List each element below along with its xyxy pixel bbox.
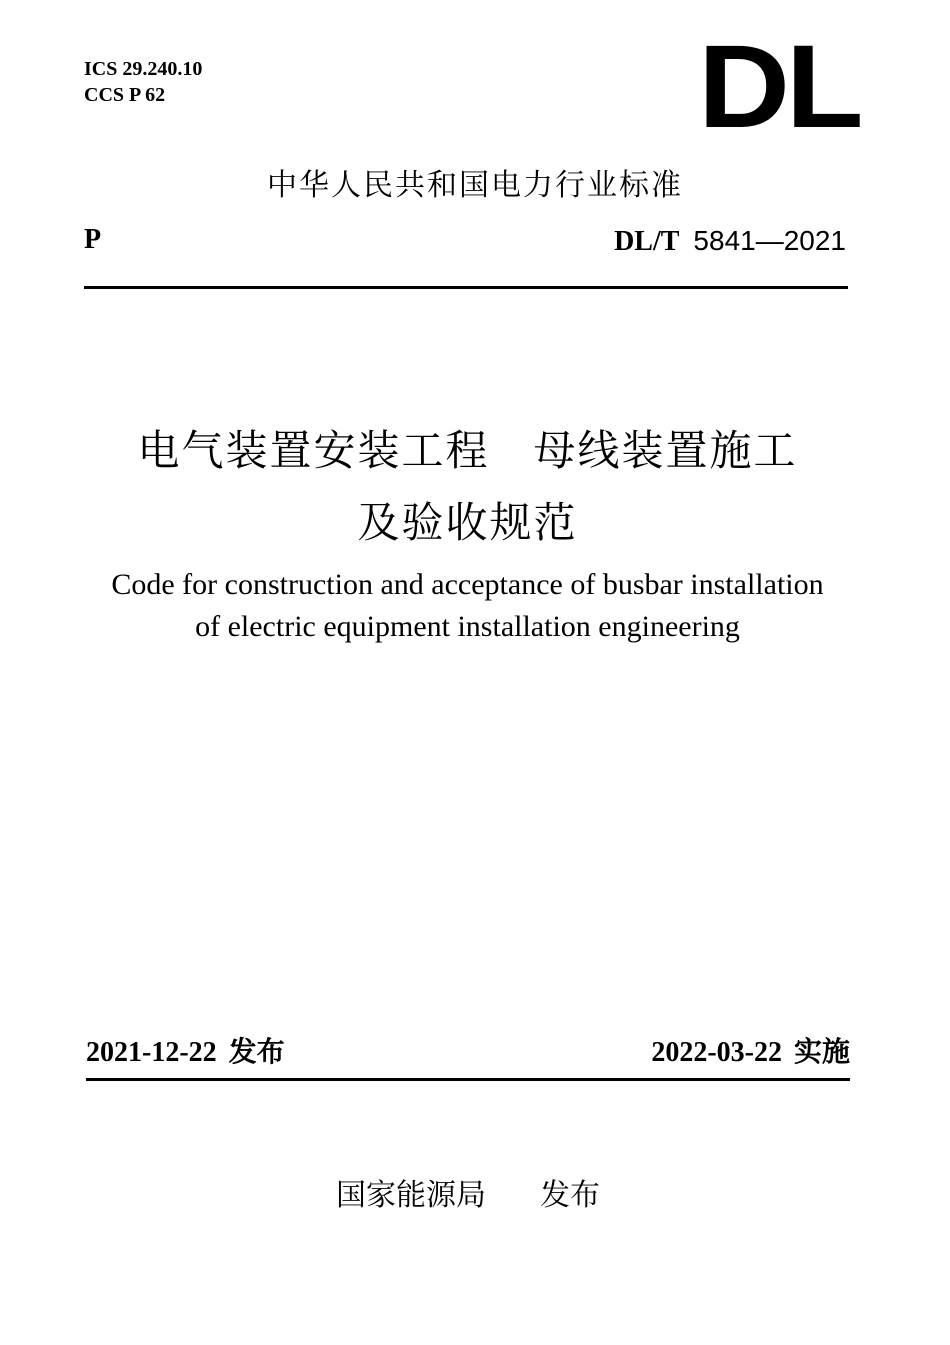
ics-block — [84, 56, 202, 108]
issue-date: 2021-12-22 — [86, 1037, 217, 1068]
title-cn-line2: 及验收规范 — [357, 498, 578, 547]
classification-code: P — [84, 224, 102, 255]
title-en-line1: Code for construction and acceptance of busbar installation — [111, 568, 824, 601]
issue-date-block — [86, 1030, 285, 1070]
issue-label: 发布 — [228, 1035, 285, 1068]
standard-number — [614, 224, 846, 258]
publisher-name: 国家能源局 — [336, 1178, 486, 1213]
publisher-action: 发布 — [540, 1178, 600, 1213]
implementation-date-block — [651, 1030, 850, 1070]
top-divider — [84, 286, 848, 289]
title-cn-line1: 电气装置安装工程 母线装置施工 — [137, 426, 798, 475]
ics-code: ICS 29.240.10 — [84, 58, 203, 80]
implementation-date: 2022-03-22 — [651, 1037, 782, 1068]
ccs-code: CCS P 62 — [84, 84, 166, 106]
industry-standard-title: 中华人民共和国电力行业标准 — [267, 168, 683, 203]
standard-prefix: DL/T — [614, 226, 680, 257]
title-en-line2: of electric equipment installation engineering — [195, 610, 740, 643]
standard-code: 5841—2021 — [693, 225, 846, 256]
implementation-label: 实施 — [793, 1035, 850, 1068]
dl-logo: DL — [698, 21, 860, 153]
bottom-divider — [86, 1078, 850, 1081]
